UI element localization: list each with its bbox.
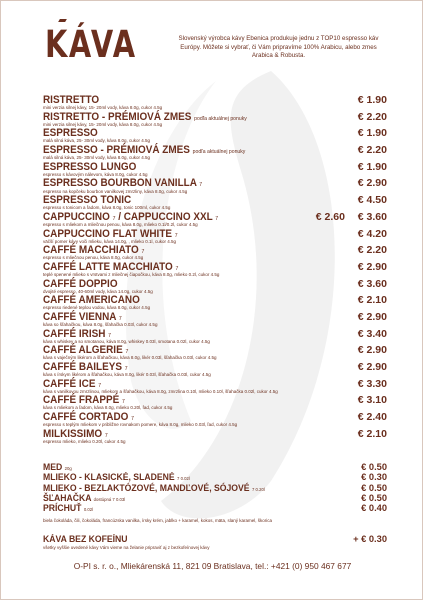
extra-item xyxy=(43,493,387,503)
menu-item xyxy=(43,111,387,128)
menu-item xyxy=(43,328,387,345)
menu-item xyxy=(43,244,387,261)
item-name: CAFFÉ AMERICANO xyxy=(43,294,140,307)
extra-item xyxy=(43,472,387,482)
item-note: 7 xyxy=(141,249,145,256)
item-name: ESPRESSO TONIC xyxy=(43,194,132,207)
intro-text: Slovenský výrobca kávy Ebenica produkuje jednu z TOP10 espresso káv Európy. Môžete si vybrať, či Vám pripravíme 100% Arabicu, alebo zmes Arabica & Robusta. xyxy=(178,35,379,60)
item-note: 7 xyxy=(121,399,125,406)
item-desc: teplé spenené mlieko s vrstvami z mliečnej čiapočkou, káva 8.0g, mlieko 0.2l, cukor 4.5g xyxy=(43,271,220,277)
extra-item xyxy=(43,503,387,513)
item-price: € 2.20 xyxy=(357,144,387,157)
item-note: 7 xyxy=(124,366,128,372)
item-price: € 2.90 xyxy=(357,260,387,273)
item-desc: káva s írskym likérom a šľahačkou, káva 8.0g, likér 0.03l, šľahačka 0.03l, cukor 4.5g xyxy=(43,372,211,378)
extra-price: € 0.50 xyxy=(361,482,387,493)
item-desc: espresso na kopčeku bourbon vanilkovej zmrzliny, káva 8.0g, cukor 4.5g xyxy=(43,188,188,194)
item-name: ESPRESSO - PRÉMIOVÁ ZMES xyxy=(43,144,190,157)
item-note: 7 xyxy=(125,349,129,356)
item-desc: espresso s teplým mliekom v približne rovnakom pomere, káva 8.0g, mlieko 0.03l, ľad, cukor 4.5g xyxy=(43,422,238,428)
extra-price: € 0.50 xyxy=(361,492,387,503)
item-desc: väčší pomer kávy voči mlieku, káva 14.0g, , mlieko 0.1l, cukor 4.5g xyxy=(43,238,177,244)
extra-note: 0.02l xyxy=(83,507,94,513)
extra-price: € 0.40 xyxy=(361,503,387,514)
item-note: 7 xyxy=(131,416,135,423)
item-desc: espresso s mliekom a mliečnou penou, káva 8.0g, mlieko 0.1l/0.2l, cukor 4.5g xyxy=(43,221,198,227)
extra-item xyxy=(43,483,387,493)
item-price: € 2.10 xyxy=(357,294,387,307)
item-name: RISTRETTO xyxy=(43,94,100,106)
item-price: € 3.60 xyxy=(357,277,387,290)
item-name: MILKISSIMO xyxy=(43,427,103,440)
menu-item xyxy=(43,177,387,194)
item-price: € 1.90 xyxy=(357,94,387,106)
menu-item xyxy=(43,294,387,311)
menu-item xyxy=(43,194,387,211)
item-note: 7 xyxy=(108,332,112,339)
item-name-secondary: / CAPPUCCINO XXL xyxy=(118,210,213,223)
item-name: CAFFÉ ICE xyxy=(43,377,96,390)
item-name: CAFFÉ DOPPIO xyxy=(43,277,118,290)
item-desc: malá silná káva, 25- 30ml vody, káva 8.0g, cukor 4.5g xyxy=(43,155,150,161)
menu-item xyxy=(43,161,387,178)
extra-note: 20g xyxy=(64,466,72,471)
coffee-menu xyxy=(43,94,387,444)
item-note: 7 xyxy=(104,432,108,439)
menu-item xyxy=(43,94,387,111)
item-name: CAPPUCCINO FLAT WHITE xyxy=(43,227,173,240)
item-price: € 2.90 xyxy=(357,361,387,373)
item-desc: espresso mlieko, mlieko 0.20l, cukor 4.5g xyxy=(43,438,126,444)
item-note: 7 xyxy=(199,182,203,189)
item-name: ESPRESSO xyxy=(43,127,98,140)
item-name: RISTRETTO - PRÉMIOVÁ ZMES xyxy=(43,110,192,123)
item-price: € 1.90 xyxy=(357,127,387,140)
extra-name: MLIEKO - BEZLAKTÓZOVÉ, MANDĽOVÉ, SÓJOVÉ xyxy=(43,482,250,493)
menu-item xyxy=(43,344,387,361)
item-note: 7 xyxy=(118,315,122,322)
item-desc: káva s mliekom a ľadom, káva 8.0g, mlieko 0.20l, ľad, cukor 4.5g xyxy=(43,405,173,411)
item-price-small: € 2.60 xyxy=(315,210,345,223)
item-note: 7 xyxy=(174,232,178,239)
item-name: ESPRESSO LUNGO xyxy=(43,160,137,173)
item-desc: káva so šľahačkou, káva 8.0g, šľahačka 0.03l, cukor 4.5g xyxy=(43,322,158,328)
item-desc: malá silná káva, 25- 30ml vody, káva 8.0g, cukor 4.5g xyxy=(43,138,150,144)
item-note: 7 xyxy=(98,382,102,389)
item-name: CAFFÉ MACCHIATO xyxy=(43,244,139,257)
item-name: CAFFÉ LATTE MACCHIATO xyxy=(43,260,173,273)
item-price: € 4.20 xyxy=(357,227,387,240)
header xyxy=(1,1,423,81)
extra-item xyxy=(43,462,387,472)
extras-list xyxy=(43,462,387,513)
extra-price: € 0.30 xyxy=(361,472,387,483)
logo-accent-mark xyxy=(58,19,67,22)
item-price: € 2.20 xyxy=(357,244,387,257)
menu-item xyxy=(43,127,387,144)
item-desc: mini verzia silnej kávy, 15- 20ml vody, káva 8.0g, cukor 4.5g xyxy=(43,105,163,111)
decaf-name: KÁVA BEZ KOFEÍNU xyxy=(43,534,128,544)
menu-item xyxy=(43,311,387,328)
menu-item xyxy=(43,378,387,395)
item-name: CAFFÉ BAILEYS xyxy=(43,361,122,373)
item-desc: dvojité espresso, 40-60ml vody, káva 14.0g, cukor 4.5g xyxy=(43,288,153,294)
item-desc: mini verzia silnej kávy, 15- 20ml vody, káva 8.0g, cukor 4.5g xyxy=(43,121,163,127)
extra-name: ŠĽAHAČKA xyxy=(43,492,92,503)
item-price: € 3.10 xyxy=(357,394,387,407)
item-price: € 2.20 xyxy=(357,110,387,123)
item-name: CAPPUCCINO xyxy=(43,210,110,223)
flavour-list: biela čokoláda, čili, čokoláda, francúzska vanilka, írsky krém, jablko + karamel, kokos, mäta, slaný karamel, škorica xyxy=(43,518,272,523)
extra-name: MED xyxy=(43,462,63,472)
item-price: € 2.10 xyxy=(357,427,387,440)
item-price: € 2.40 xyxy=(357,411,387,424)
item-price: € 2.90 xyxy=(357,310,387,323)
footer-contact: O-PI s. r. o., Mliekárenská 11, 821 09 Bratislava, tel.: +421 (0) 950 467 677 xyxy=(73,561,352,571)
item-note-secondary: 7 xyxy=(215,215,219,222)
item-desc: káva s whiskey a so smotanou, káva 8.0g, whiskey 0.03l, smotana 0.02l, cukor 4.5g xyxy=(43,338,210,344)
item-desc: espresso s kávovým nálevom, káva 8.0g, cukor 4.5g xyxy=(43,171,148,177)
menu-item xyxy=(43,278,387,295)
menu-item xyxy=(43,228,387,245)
item-desc: espresso s tonicom a ľadom, káva 8.0g, tonic 100ml, cukor 4.5g xyxy=(43,205,171,211)
item-name: CAFFÉ IRISH xyxy=(43,327,106,340)
decaf-price: + € 0.30 xyxy=(353,534,387,544)
extra-note: 7 0.02l xyxy=(177,476,190,482)
menu-item xyxy=(43,411,387,428)
extra-price: € 0.50 xyxy=(361,462,387,472)
item-desc: espresso s mliečnou penou, káva 8.0g, cukor 4.5g xyxy=(43,255,144,261)
item-price: € 4.50 xyxy=(357,194,387,207)
item-price: € 2.90 xyxy=(357,177,387,190)
menu-item xyxy=(43,211,387,228)
item-desc: espresso riedené teplou vodou, káva 8.0g, cukor 4.5g xyxy=(43,305,151,311)
extra-note: 7 0.20l xyxy=(251,486,265,492)
item-name: CAFFÉ ALGERIE xyxy=(43,344,123,357)
item-note: 7 xyxy=(175,265,179,272)
item-price: € 2.90 xyxy=(357,344,387,357)
item-name: CAFFÉ CORTADO xyxy=(43,411,129,424)
item-note: podľa aktuálnej ponuky xyxy=(194,115,247,122)
extra-name: PRÍCHUŤ xyxy=(43,503,82,514)
item-name: CAFFÉ FRAPPÉ xyxy=(43,394,120,407)
menu-item xyxy=(43,261,387,278)
logo: KÁVA xyxy=(45,23,137,66)
item-note: podľa aktuálnej ponuky xyxy=(192,149,246,156)
menu-item xyxy=(43,394,387,411)
item-price: € 3.30 xyxy=(357,377,387,390)
item-price: € 1.90 xyxy=(357,160,387,173)
menu-item xyxy=(43,144,387,161)
item-desc: káva s vaječným likérom a šľahačkou, káva 8.0g, likér 0.03l, šľahačka 0.03l, cukor 4.5g xyxy=(43,355,217,361)
item-price: € 3.40 xyxy=(357,327,387,340)
item-name: ESPRESSO BOURBON VANILLA xyxy=(43,177,197,190)
item-desc: káva s vanilkovou zmrzlinou, mliekom a šľahačkou, káva 8.0g, zmrzlina 0.10l, mlieko 0.10l, šľahačka 0.02l, cukor 4.5g xyxy=(43,388,278,394)
item-name: CAFFÉ VIENNA xyxy=(43,310,117,323)
item-note: 7 xyxy=(112,215,116,222)
item-price: € 3.60 xyxy=(357,210,387,223)
extra-note: dostúpná 7 0.03l xyxy=(93,496,126,502)
decaf-desc: všetky vyššie uvedené kávy Vám vieme na želanie pripraviť aj z bezkofeínovej kávy xyxy=(43,545,210,550)
menu-item xyxy=(43,361,387,378)
menu-item xyxy=(43,428,387,445)
extra-name: MLIEKO - KLASICKÉ, SLADENÉ xyxy=(43,472,175,483)
